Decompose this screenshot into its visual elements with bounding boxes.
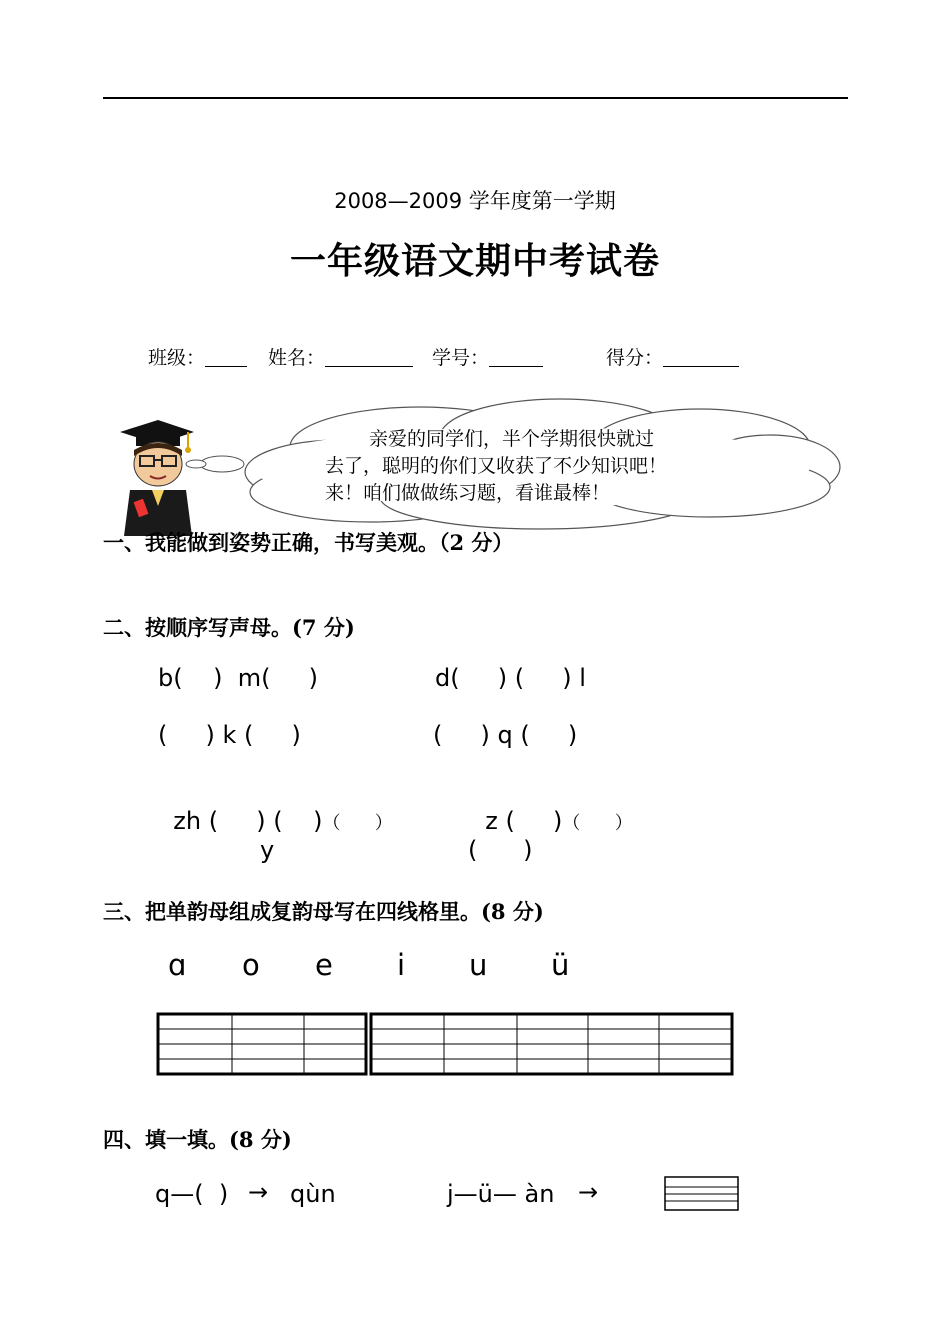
name-field	[268, 343, 413, 370]
initials-row-3-left-blank: （ ）	[322, 813, 393, 834]
exam-subtitle: 2008—2009 学年度第一学期	[334, 189, 616, 213]
initials-row-2-right: ( ) q ( )	[433, 721, 578, 749]
fill-item-2-left: j—ü— àn	[447, 1180, 555, 1208]
section-4-title: 四、填一填。(8 分)	[103, 1127, 292, 1152]
initials-row-4-left: y	[260, 836, 275, 864]
initials-row-3-right-text: z ( )	[485, 807, 563, 835]
initials-row-3-right-blank: （ ）	[562, 813, 633, 834]
score-field	[606, 343, 739, 370]
four-line-grid[interactable]	[156, 1012, 736, 1076]
exam-title: 一年级语文期中考试卷	[289, 241, 660, 282]
class-label: 班级：	[148, 347, 206, 369]
header-rule	[103, 97, 848, 99]
bubble-line: 来！咱们做做练习题，看谁最棒！	[325, 482, 611, 504]
student-number-field	[432, 343, 543, 370]
initials-row-4-right: ( )	[468, 836, 533, 864]
section-3-title: 三、把单韵母组成复韵母写在四线格里。(8 分)	[103, 899, 544, 924]
bubble-line: 亲爱的同学们，半个学期很快就过	[369, 428, 655, 450]
class-blank[interactable]	[205, 348, 247, 367]
initials-row-3-left	[158, 779, 393, 835]
score-label: 得分：	[606, 347, 664, 369]
name-label: 姓名：	[268, 347, 326, 369]
vowel-u: u	[469, 948, 488, 982]
name-blank[interactable]	[325, 348, 413, 367]
vowel-o: o	[242, 948, 260, 982]
score-blank[interactable]	[663, 348, 739, 367]
initials-row-3-right	[470, 779, 633, 835]
class-field	[148, 343, 247, 370]
vowel-a: ɑ	[168, 948, 187, 982]
arrow-right-icon: →	[248, 1178, 269, 1206]
fill-item-1-right: qùn	[290, 1180, 336, 1208]
fill-item-1-left: q—( )	[155, 1180, 229, 1208]
arrow-right-icon: →	[578, 1178, 599, 1206]
initials-row-1-left: b( ) m( )	[158, 664, 318, 692]
scholar-cartoon-icon	[118, 418, 198, 536]
section-2-title: 二、按顺序写声母。(7 分)	[103, 615, 355, 640]
vowel-u-umlaut: ü	[551, 948, 570, 982]
encouragement-bubble	[325, 426, 735, 507]
vowel-i: i	[397, 948, 406, 982]
number-label: 学号：	[432, 347, 490, 369]
bubble-line: 去了，聪明的你们又收获了不少知识吧！	[325, 455, 668, 477]
initials-row-1-right: d( ) ( ) l	[435, 664, 586, 692]
section-1-title: 一、我能做到姿势正确，书写美观。（2 分）	[103, 530, 514, 555]
answer-four-line-box[interactable]	[664, 1176, 740, 1212]
initials-row-2-left: ( ) k ( )	[158, 721, 301, 749]
initials-row-3-left-text: zh ( ) ( )	[173, 807, 323, 835]
number-blank[interactable]	[489, 348, 543, 367]
vowel-e: e	[315, 948, 333, 982]
